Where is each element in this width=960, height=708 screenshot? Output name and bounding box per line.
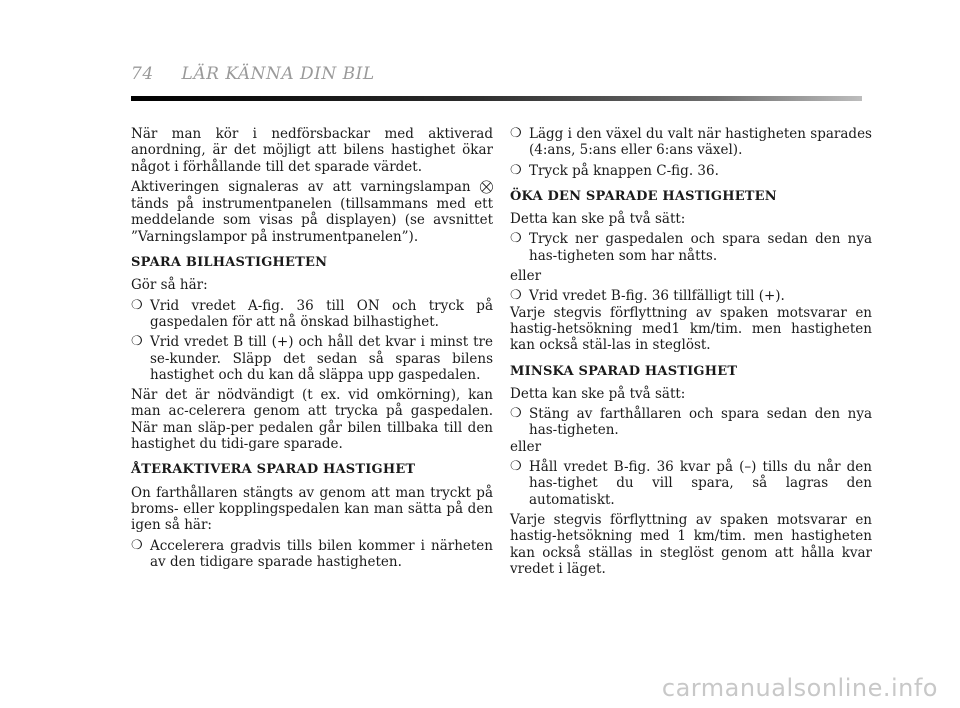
activation-text-start: Aktiveringen signaleras av att varningslampan <box>131 178 471 195</box>
section-heading-reactivate: ÅTERAKTIVERA SPARAD HASTIGHET <box>131 462 416 478</box>
paragraph-reactivate: On farthållaren stängts av genom att man tryckt på broms- eller kopplingspedalen kan man sätta på den igen så här: <box>131 484 493 534</box>
page-number: 74 <box>131 64 154 84</box>
bullet-item: ❍ Vrid vredet B-fig. 36 tillfälligt till (+). <box>510 288 872 304</box>
page-header <box>131 64 375 84</box>
right-column <box>510 126 872 581</box>
intro-paragraph: När man kör i nedförsbackar med aktiverad anordning, är det möjligt att bilens hastighet ökar något i förhållande till det sparade värdet. <box>131 126 493 175</box>
bullet-item: ❍ Vrid vredet B till (+) och håll det kvar i minst tre se-kunder. Släpp det sedan så sparas bilens hastighet och du kan då släppa upp gaspedalen. <box>131 334 493 383</box>
watermark: carmanualsonline.info <box>661 674 938 702</box>
section-heading-decrease: MINSKA SPARAD HASTIGHET <box>510 363 738 379</box>
bullet-item: ❍ Lägg i den växel du valt när hastigheten sparades (4:ans, 5:ans eller 6:ans växel). <box>510 126 872 159</box>
left-column <box>131 126 493 574</box>
bullet-item: ❍ Accelerera gradvis tills bilen kommer i närheten av den tidigare sparade hastigheten. <box>131 538 493 571</box>
paragraph-increment: Varje stegvis förflyttning av spaken motsvarar en hastig-hetsökning med1 km/tim. men hastigheten kan också stäl-las in steglöst. <box>510 304 872 354</box>
bullet-item: ❍ Tryck på knappen C-fig. 36. <box>510 163 872 179</box>
paragraph-two-ways: Detta kan ske på två sätt: <box>510 385 686 402</box>
activation-text-end: tänds på instrumentpanelen (tillsammans med ett meddelande som visas på displayen) (se avsnittet ”Varningslampor på instrumentpanelen”). <box>131 196 493 245</box>
paragraph-two-ways: Detta kan ske på två sätt: <box>510 211 686 228</box>
activation-paragraph <box>131 179 493 245</box>
paragraph-overtake: När det är nödvändigt (t ex. vid omkörning), kan man ac-celerera genom att trycka på gaspedalen. När man släp-per pedalen går bilen tillbaka till den hastighet du tidi-gare sparade. <box>131 387 493 453</box>
section-heading-increase: ÖKA DEN SPARADE HASTIGHETEN <box>510 188 777 204</box>
paragraph-do-this: Gör så här: <box>131 277 208 294</box>
paragraph-increment-2: Varje stegvis förflyttning av spaken motsvarar en hastig-hetsökning med 1 km/tim. men hastigheten kan också ställas in steglöst genom att hålla kvar vredet i läget. <box>510 511 872 577</box>
or-text: eller <box>510 268 542 285</box>
or-text: eller <box>510 438 542 455</box>
chapter-title: LÄR KÄNNA DIN BIL <box>181 64 375 84</box>
bullet-item: ❍ Stäng av farthållaren och spara sedan den nya has-tigheten. <box>510 406 872 439</box>
bullet-item: ❍ Tryck ner gaspedalen och spara sedan den nya has-tigheten som har nåtts. <box>510 231 872 264</box>
bullet-item: ❍ Håll vredet B-fig. 36 kvar på (–) tills du når den has-tighet du vill spara, så lagras den automatiskt. <box>510 459 872 508</box>
bullet-item: ❍ Vrid vredet A-fig. 36 till ON och tryck på gaspedalen för att nå önskad bilhastighet. <box>131 298 493 331</box>
header-rule <box>131 96 862 101</box>
warning-lamp-icon: ⛒ <box>479 179 493 195</box>
section-heading-save-speed: SPARA BILHASTIGHETEN <box>131 255 328 271</box>
